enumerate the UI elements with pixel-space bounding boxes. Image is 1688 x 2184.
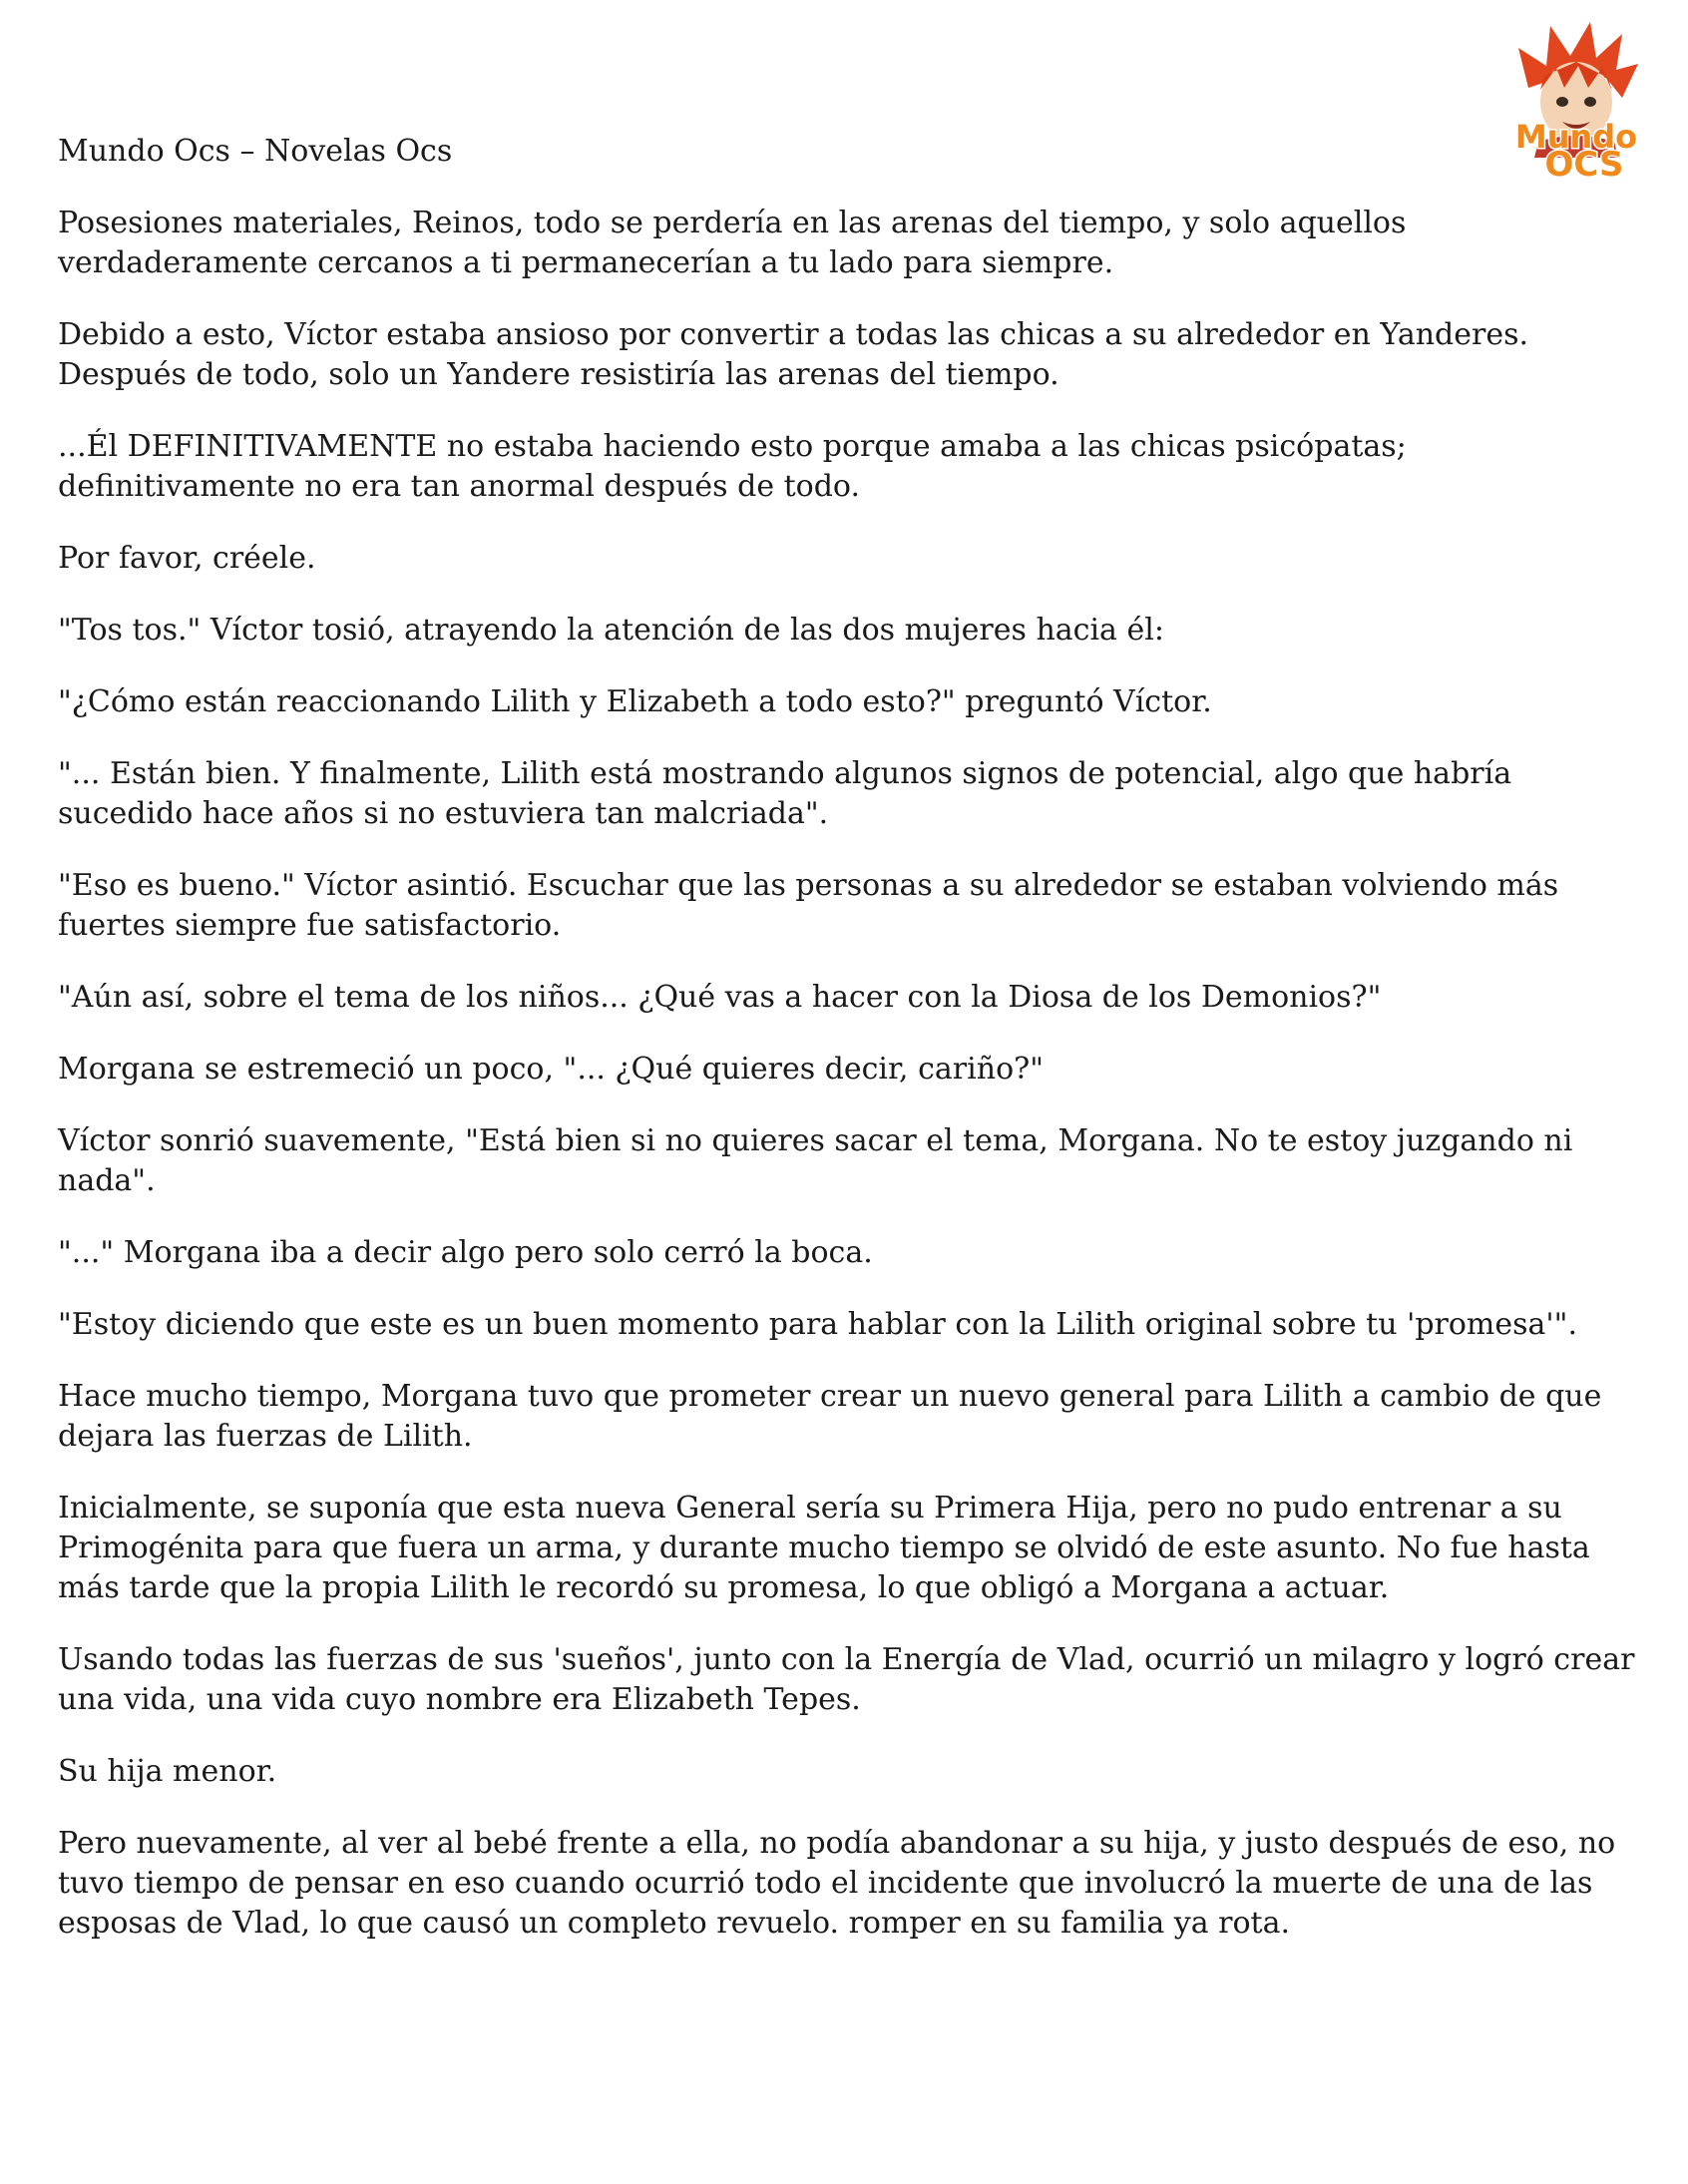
paragraph: Su hija menor. — [58, 1754, 277, 1789]
right-eye — [1584, 97, 1596, 107]
paragraph: "¿Cómo están reaccionando Lilith y Elizabeth a todo esto?" preguntó Víctor. — [58, 684, 1212, 719]
logo-text-mundo: Mundo — [1514, 118, 1638, 156]
paragraph: Morgana se estremeció un poco, "... ¿Qué quieres decir, cariño?" — [58, 1052, 1045, 1087]
paragraph: Víctor sonrió suavemente, "Está bien si no quieres sacar el tema, Morgana. No te estoy juzgando ni nada". — [58, 1123, 1573, 1198]
paragraph: Pero nuevamente, al ver al bebé frente a ella, no podía abandonar a su hija, y justo después de eso, no tuvo tiempo de pensar en eso cuando ocurrió todo el incidente que involucró la muerte de una de las esposas de Vlad, lo que causó un completo revuelo. romper en su familia ya rota. — [58, 1826, 1616, 1941]
paragraph: Hace mucho tiempo, Morgana tuvo que prometer crear un nuevo general para Lilith a cambio de que dejara las fuerzas de Lilith. — [58, 1379, 1602, 1454]
logo-text-ocs: OCS — [1544, 145, 1624, 180]
paragraph: "Eso es bueno." Víctor asintió. Escuchar que las personas a su alrededor se estaban volviendo más fuertes siempre fue satisfactorio. — [58, 868, 1559, 943]
paragraph: Posesiones materiales, Reinos, todo se perdería en las arenas del tiempo, y solo aquellos verdaderamente cercanos a ti permanecerían a tu lado para siempre. — [58, 206, 1407, 280]
paragraph: Por favor, créele. — [58, 541, 316, 576]
paragraph: ...Él DEFINITIVAMENTE no estaba haciendo esto porque amaba a las chicas psicópatas; definitivamente no era tan anormal después de todo. — [58, 429, 1407, 504]
paragraph: Inicialmente, se suponía que esta nueva General sería su Primera Hija, pero no pudo entrenar a su Primogénita para que fuera un arma, y durante mucho tiempo se olvidó de este asunto. No fue hasta más tarde que la propia Lilith le recordó su promesa, lo que obligó a Morgana a actuar. — [58, 1491, 1590, 1605]
paragraph: "Aún así, sobre el tema de los niños... ¿Qué vas a hacer con la Diosa de los Demonios?" — [58, 980, 1382, 1015]
mundo-ocs-logo — [1498, 18, 1654, 180]
paragraph: "..." Morgana iba a decir algo pero solo cerró la boca. — [58, 1235, 873, 1270]
paragraph: "Tos tos." Víctor tosió, atrayendo la atención de las dos mujeres hacia él: — [58, 613, 1164, 648]
page-header: Mundo Ocs – Novelas Ocs — [58, 134, 453, 169]
paragraph: "Estoy diciendo que este es un buen momento para hablar con la Lilith original sobre tu 'promesa'". — [58, 1307, 1577, 1342]
paragraph: Debido a esto, Víctor estaba ansioso por convertir a todas las chicas a su alrededor en Yanderes. Después de todo, solo un Yandere resistiría las arenas del tiempo. — [58, 317, 1529, 392]
paragraph: Usando todas las fuerzas de sus 'sueños', junto con la Energía de Vlad, ocurrió un milagro y logró crear una vida, una vida cuyo nombre era Elizabeth Tepes. — [58, 1642, 1635, 1717]
story-text — [58, 204, 1639, 1975]
left-eye — [1556, 97, 1568, 107]
paragraph: "... Están bien. Y finalmente, Lilith está mostrando algunos signos de potencial, algo que habría sucedido hace años si no estuviera tan malcriada". — [58, 756, 1512, 831]
